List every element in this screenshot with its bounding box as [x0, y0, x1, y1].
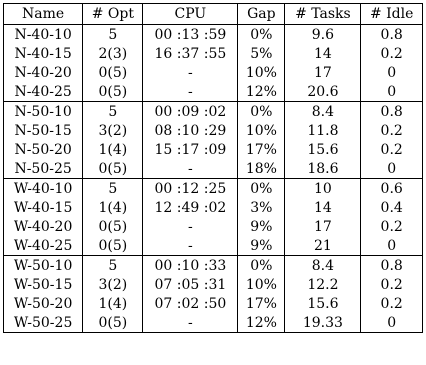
table-row — [4, 294, 423, 313]
cell-idle: 0.2 — [361, 294, 423, 313]
cell-opt: 5 — [83, 25, 143, 45]
cell-gap: 10% — [238, 121, 285, 140]
cell-name: N-50-20 — [4, 140, 83, 159]
cell-opt: 0(5) — [83, 236, 143, 256]
table-row — [4, 275, 423, 294]
cell-cpu: 08 :10 :29 — [143, 121, 238, 140]
table-row — [4, 82, 423, 102]
cell-opt: 0(5) — [83, 313, 143, 333]
cell-name: W-40-20 — [4, 217, 83, 236]
cell-gap: 9% — [238, 236, 285, 256]
cell-gap: 0% — [238, 25, 285, 45]
table-row — [4, 159, 423, 179]
cell-opt: 0(5) — [83, 82, 143, 102]
column-header-opt: # Opt — [83, 4, 143, 25]
cell-tasks: 21 — [285, 236, 361, 256]
table-row — [4, 179, 423, 199]
column-header-name: Name — [4, 4, 83, 25]
table-row — [4, 102, 423, 122]
cell-cpu: - — [143, 313, 238, 333]
cell-opt: 0(5) — [83, 63, 143, 82]
cell-idle: 0.8 — [361, 256, 423, 276]
cell-opt: 1(4) — [83, 198, 143, 217]
table-body — [4, 25, 423, 333]
cell-tasks: 8.4 — [285, 256, 361, 276]
cell-name: N-40-10 — [4, 25, 83, 45]
cell-idle: 0.2 — [361, 140, 423, 159]
cell-name: W-40-10 — [4, 179, 83, 199]
cell-cpu: - — [143, 236, 238, 256]
cell-gap: 0% — [238, 179, 285, 199]
cell-tasks: 15.6 — [285, 294, 361, 313]
column-header-gap: Gap — [238, 4, 285, 25]
cell-idle: 0 — [361, 63, 423, 82]
cell-idle: 0.2 — [361, 44, 423, 63]
table-row — [4, 44, 423, 63]
cell-gap: 3% — [238, 198, 285, 217]
cell-gap: 5% — [238, 44, 285, 63]
cell-opt: 1(4) — [83, 294, 143, 313]
cell-name: N-40-20 — [4, 63, 83, 82]
cell-cpu: 16 :37 :55 — [143, 44, 238, 63]
cell-name: N-40-25 — [4, 82, 83, 102]
cell-idle: 0 — [361, 236, 423, 256]
column-header-idle: # Idle — [361, 4, 423, 25]
cell-cpu: 00 :13 :59 — [143, 25, 238, 45]
cell-idle: 0.8 — [361, 102, 423, 122]
cell-idle: 0 — [361, 82, 423, 102]
cell-cpu: - — [143, 63, 238, 82]
table-row — [4, 25, 423, 45]
cell-tasks: 8.4 — [285, 102, 361, 122]
cell-name: W-40-15 — [4, 198, 83, 217]
cell-tasks: 14 — [285, 198, 361, 217]
cell-cpu: 00 :12 :25 — [143, 179, 238, 199]
cell-cpu: - — [143, 82, 238, 102]
cell-idle: 0 — [361, 313, 423, 333]
cell-tasks: 19.33 — [285, 313, 361, 333]
cell-gap: 10% — [238, 275, 285, 294]
results-table — [3, 3, 423, 333]
cell-opt: 5 — [83, 102, 143, 122]
cell-gap: 10% — [238, 63, 285, 82]
cell-name: N-50-25 — [4, 159, 83, 179]
cell-tasks: 9.6 — [285, 25, 361, 45]
table-row — [4, 313, 423, 333]
cell-idle: 0 — [361, 159, 423, 179]
cell-gap: 12% — [238, 82, 285, 102]
cell-tasks: 11.8 — [285, 121, 361, 140]
cell-cpu: 15 :17 :09 — [143, 140, 238, 159]
cell-cpu: 00 :10 :33 — [143, 256, 238, 276]
cell-tasks: 14 — [285, 44, 361, 63]
cell-tasks: 17 — [285, 63, 361, 82]
table-row — [4, 140, 423, 159]
cell-tasks: 12.2 — [285, 275, 361, 294]
cell-name: W-50-25 — [4, 313, 83, 333]
cell-idle: 0.2 — [361, 121, 423, 140]
table-row — [4, 198, 423, 217]
cell-opt: 1(4) — [83, 140, 143, 159]
cell-name: N-50-10 — [4, 102, 83, 122]
cell-opt: 3(2) — [83, 275, 143, 294]
header-row — [4, 4, 423, 25]
cell-name: N-40-15 — [4, 44, 83, 63]
cell-gap: 12% — [238, 313, 285, 333]
table-header — [4, 4, 423, 25]
cell-opt: 3(2) — [83, 121, 143, 140]
cell-tasks: 17 — [285, 217, 361, 236]
cell-idle: 0.2 — [361, 275, 423, 294]
cell-opt: 5 — [83, 179, 143, 199]
column-header-tasks: # Tasks — [285, 4, 361, 25]
table-row — [4, 256, 423, 276]
cell-name: W-50-15 — [4, 275, 83, 294]
cell-tasks: 10 — [285, 179, 361, 199]
cell-tasks: 18.6 — [285, 159, 361, 179]
cell-name: W-50-10 — [4, 256, 83, 276]
cell-name: W-50-20 — [4, 294, 83, 313]
table-row — [4, 121, 423, 140]
table-row — [4, 236, 423, 256]
cell-gap: 17% — [238, 140, 285, 159]
cell-gap: 18% — [238, 159, 285, 179]
cell-idle: 0.6 — [361, 179, 423, 199]
cell-gap: 9% — [238, 217, 285, 236]
cell-idle: 0.4 — [361, 198, 423, 217]
cell-opt: 5 — [83, 256, 143, 276]
cell-opt: 2(3) — [83, 44, 143, 63]
cell-cpu: 12 :49 :02 — [143, 198, 238, 217]
cell-cpu: - — [143, 217, 238, 236]
cell-name: W-40-25 — [4, 236, 83, 256]
cell-idle: 0.2 — [361, 217, 423, 236]
cell-name: N-50-15 — [4, 121, 83, 140]
cell-gap: 0% — [238, 102, 285, 122]
cell-cpu: 07 :05 :31 — [143, 275, 238, 294]
cell-gap: 0% — [238, 256, 285, 276]
cell-opt: 0(5) — [83, 217, 143, 236]
cell-cpu: 07 :02 :50 — [143, 294, 238, 313]
cell-opt: 0(5) — [83, 159, 143, 179]
cell-cpu: 00 :09 :02 — [143, 102, 238, 122]
cell-cpu: - — [143, 159, 238, 179]
table-row — [4, 63, 423, 82]
cell-tasks: 20.6 — [285, 82, 361, 102]
cell-tasks: 15.6 — [285, 140, 361, 159]
column-header-cpu: CPU — [143, 4, 238, 25]
table-row — [4, 217, 423, 236]
cell-idle: 0.8 — [361, 25, 423, 45]
cell-gap: 17% — [238, 294, 285, 313]
